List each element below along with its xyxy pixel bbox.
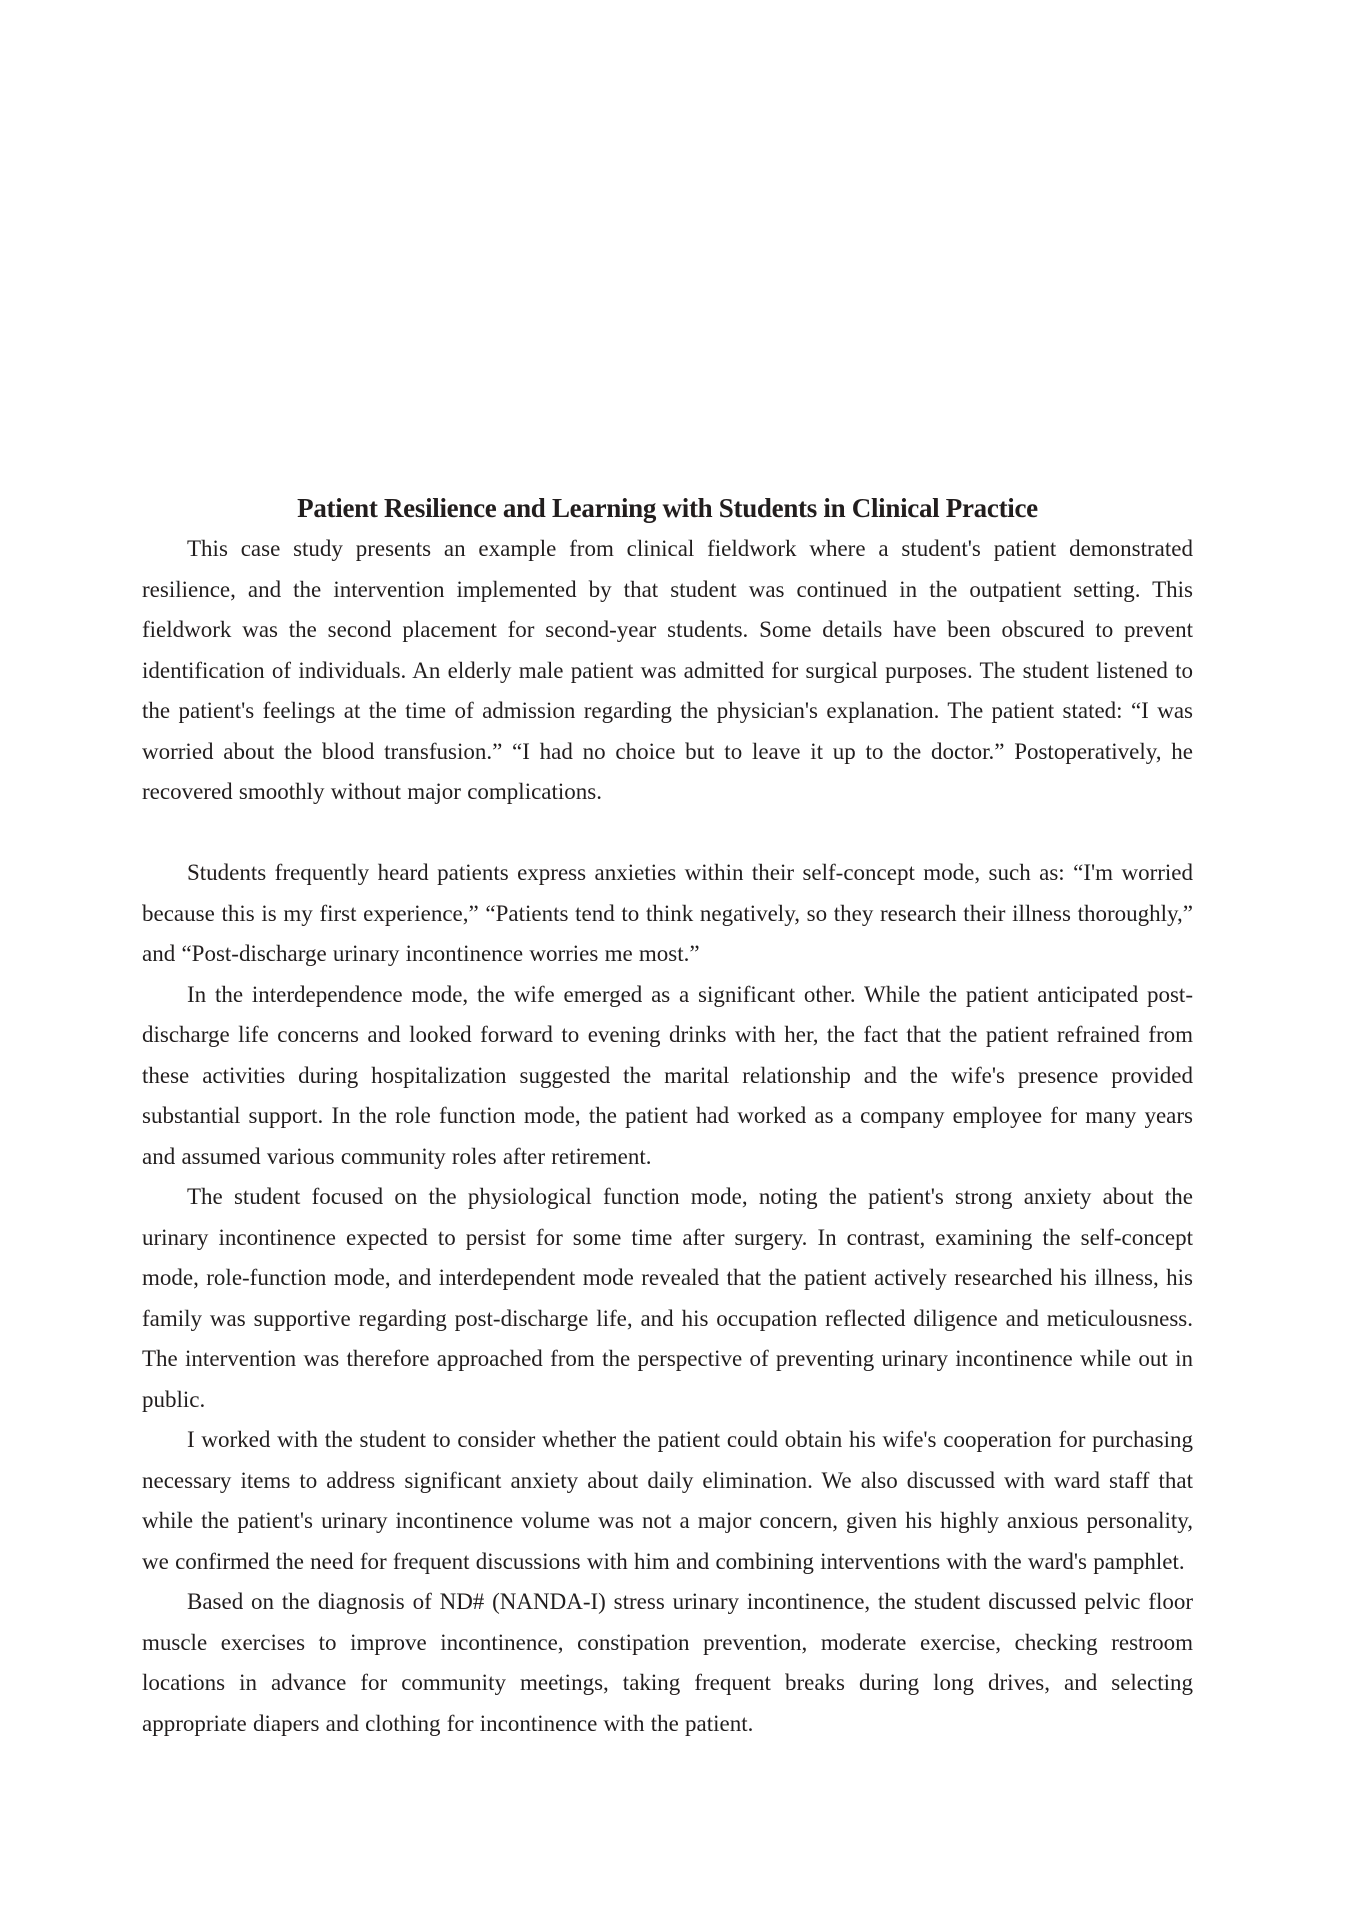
document-content <box>142 488 1193 1744</box>
paragraph-nanda-diagnosis: Based on the diagnosis of ND# (NANDA-I) stress urinary incontinence, the student discussed pelvic floor muscle exercises to improve incontinence, constipation prevention, moderate exercise, checking restroom locations in advance for community meetings, taking frequent breaks during long drives, and selecting appropriate diapers and clothing for incontinence with the patient. <box>142 1589 1193 1736</box>
paragraph-case-introduction: This case study presents an example from clinical fieldwork where a student's patient demonstrated resilience, and the intervention implemented by that student was continued in the outpatient setting. This fieldwork was the second placement for second-year students. Some details have been obscured to prevent identification of individuals. An elderly male patient was admitted for surgical purposes. The student listened to the patient's feelings at the time of admission regarding the physician's explanation. The patient stated: “I was worried about the blood transfusion.” “I had no choice but to leave it up to the doctor.” Postoperatively, he recovered smoothly without major complications. <box>142 536 1193 804</box>
paragraph-self-concept-anxieties: Students frequently heard patients express anxieties within their self-concept mode, such as: “I'm worried because this is my first experience,” “Patients tend to think negatively, so they research their illness thoroughly,” and “Post-discharge urinary incontinence worries me most.” <box>142 860 1193 966</box>
document-title: Patient Resilience and Learning with Students in Clinical Practice <box>297 493 1038 523</box>
paragraph-physiological-function-mode: The student focused on the physiological function mode, noting the patient's strong anxiety about the urinary incontinence expected to persist for some time after surgery. In contrast, examining the self-concept mode, role-function mode, and interdependent mode revealed that the patient actively researched his illness, his family was supportive regarding post-discharge life, and his occupation reflected diligence and meticulousness. The intervention was therefore approached from the perspective of preventing urinary incontinence while out in public. <box>142 1184 1193 1412</box>
paragraph-wife-cooperation: I worked with the student to consider whether the patient could obtain his wife's cooperation for purchasing necessary items to address significant anxiety about daily elimination. We also discussed with ward staff that while the patient's urinary incontinence volume was not a major concern, given his highly anxious personality, we confirmed the need for frequent discussions with him and combining interventions with the ward's pamphlet. <box>142 1427 1193 1574</box>
paragraph-interdependence-mode: In the interdependence mode, the wife emerged as a significant other. While the patient anticipated post-discharge life concerns and looked forward to evening drinks with her, the fact that the patient refrained from these activities during hospitalization suggested the marital relationship and the wife's presence provided substantial support. In the role function mode, the patient had worked as a company employee for many years and assumed various community roles after retirement. <box>142 981 1193 1169</box>
